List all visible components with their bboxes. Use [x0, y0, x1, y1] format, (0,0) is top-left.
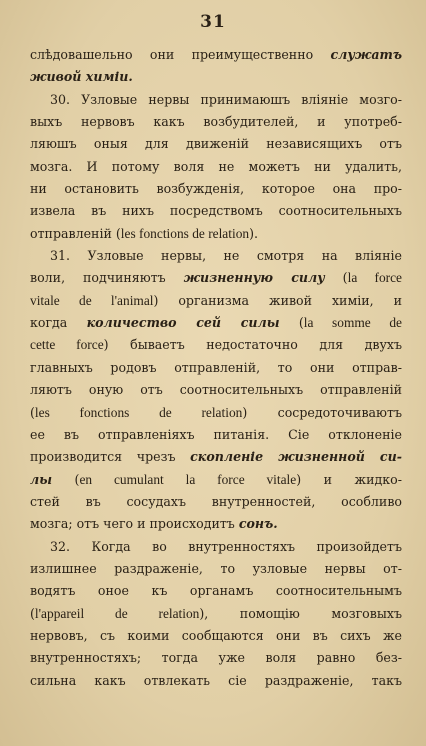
- french-phrase: la force: [347, 270, 402, 286]
- text-line: [30, 647, 402, 669]
- text-run: внутренностяхъ; тогда уже воля равно без-: [30, 650, 402, 666]
- text-run: сильна какъ отвлекать сіе раздраженіе, такъ: [30, 672, 402, 688]
- text-line: [30, 580, 402, 602]
- text-line: [30, 424, 402, 446]
- page-number: 31: [200, 12, 226, 32]
- text-run: мозга. И потому воля не можетъ ни удалить,: [30, 158, 402, 174]
- french-phrase: l'appareil de relation: [34, 605, 200, 621]
- text-run: излишнее раздраженіе, то узловые нервы от-: [30, 560, 402, 576]
- text-line: [30, 178, 402, 200]
- text-line: [30, 267, 402, 289]
- text-line: [30, 111, 402, 133]
- text-run: ) бываетъ недостаточно для двухъ: [103, 337, 402, 353]
- text-line: [30, 290, 402, 312]
- text-run: отправленій (: [30, 225, 121, 241]
- text-line: [30, 603, 402, 625]
- emphasized-term: живой химіи.: [30, 69, 133, 85]
- text-run: воли, подчиняютъ: [30, 270, 184, 286]
- text-line: [30, 379, 402, 401]
- text-run: когда: [30, 315, 87, 331]
- text-line: [30, 469, 402, 491]
- text-run: ).: [249, 225, 259, 241]
- emphasized-term: скопленіе жизненной си-: [190, 449, 402, 465]
- text-line: [30, 446, 402, 468]
- text-run: (: [52, 471, 80, 487]
- text-line: [30, 558, 402, 580]
- text-line: [30, 402, 402, 424]
- text-line: [30, 89, 402, 111]
- text-run: ), помощію мозговыхъ: [199, 605, 402, 621]
- text-run: (: [279, 315, 304, 331]
- french-phrase: cette force: [30, 337, 104, 353]
- text-run: (: [324, 270, 348, 286]
- emphasized-term: сонъ.: [238, 516, 278, 532]
- text-line: [30, 670, 402, 692]
- text-line: [30, 223, 402, 245]
- text-line: [30, 245, 402, 267]
- text-run: ) организма живой химіи, и: [153, 292, 402, 308]
- text-line: [30, 357, 402, 379]
- text-line: [30, 536, 402, 558]
- text-line: [30, 513, 402, 535]
- text-run: мозга; отъ чего и происходитъ: [30, 516, 239, 532]
- text-run: ) и жидко-: [296, 471, 402, 487]
- text-run: 30. Узловые нервы принимаюшъ вліяніе мозго-: [50, 91, 402, 107]
- text-run: ляютъ оную отъ соотносительныхъ отправленій: [30, 382, 402, 398]
- text-run: нервовъ, съ коими сообщаются они въ сихъ же: [30, 627, 402, 643]
- text-run: (: [30, 605, 35, 621]
- text-run: ни остановить возбужденія, которое она про-: [30, 181, 402, 197]
- text-line: [30, 200, 402, 222]
- text-run: производится чрезъ: [30, 449, 191, 465]
- text-run: ее въ отправленіяхъ питанія. Сіе отклоненіе: [30, 426, 402, 442]
- text-line: [30, 44, 402, 66]
- text-run: ляюшъ оныя для движеній независящихъ отъ: [30, 136, 402, 152]
- emphasized-term: жизненную силу: [183, 270, 325, 286]
- text-run: выхъ нервовъ какъ возбудителей, и употреб-: [30, 114, 402, 130]
- text-line: [30, 66, 402, 88]
- text-run: ) сосредоточиваютъ: [242, 404, 402, 420]
- text-run: стей въ сосудахъ внутренностей, особливо: [30, 493, 402, 509]
- text-line: [30, 312, 402, 334]
- french-phrase: les fonctions de relation: [34, 404, 243, 420]
- text-line: [30, 133, 402, 155]
- text-run: слѣдовашельно они преимущественно: [30, 47, 331, 62]
- body-text: [30, 44, 402, 692]
- text-run: 32. Когда во внутренностяхъ произойдетъ: [50, 538, 402, 554]
- text-line: [30, 156, 402, 178]
- french-phrase: les fonctions de relation: [120, 225, 250, 241]
- text-run: водятъ оное къ органамъ соотносительнымъ: [30, 583, 402, 599]
- text-line: [30, 334, 402, 356]
- text-run: главныхъ родовъ отправленій, то они отправ-: [30, 359, 402, 375]
- text-line: [30, 491, 402, 513]
- emphasized-term: количество сей силы: [86, 315, 280, 331]
- text-run: (: [30, 404, 35, 420]
- text-line: [30, 625, 402, 647]
- text-run: 31. Узловые нервы, не смотря на вліяніе: [50, 248, 402, 264]
- french-phrase: la somme de: [303, 315, 402, 331]
- text-run: извела въ нихъ посредствомъ соотносительныхъ: [30, 203, 402, 219]
- french-phrase: en cumulant la force vitale: [79, 471, 297, 487]
- french-phrase: vitale de l'animal: [30, 292, 154, 308]
- emphasized-term: лы: [30, 471, 53, 487]
- emphasized-term: служатъ: [330, 47, 402, 62]
